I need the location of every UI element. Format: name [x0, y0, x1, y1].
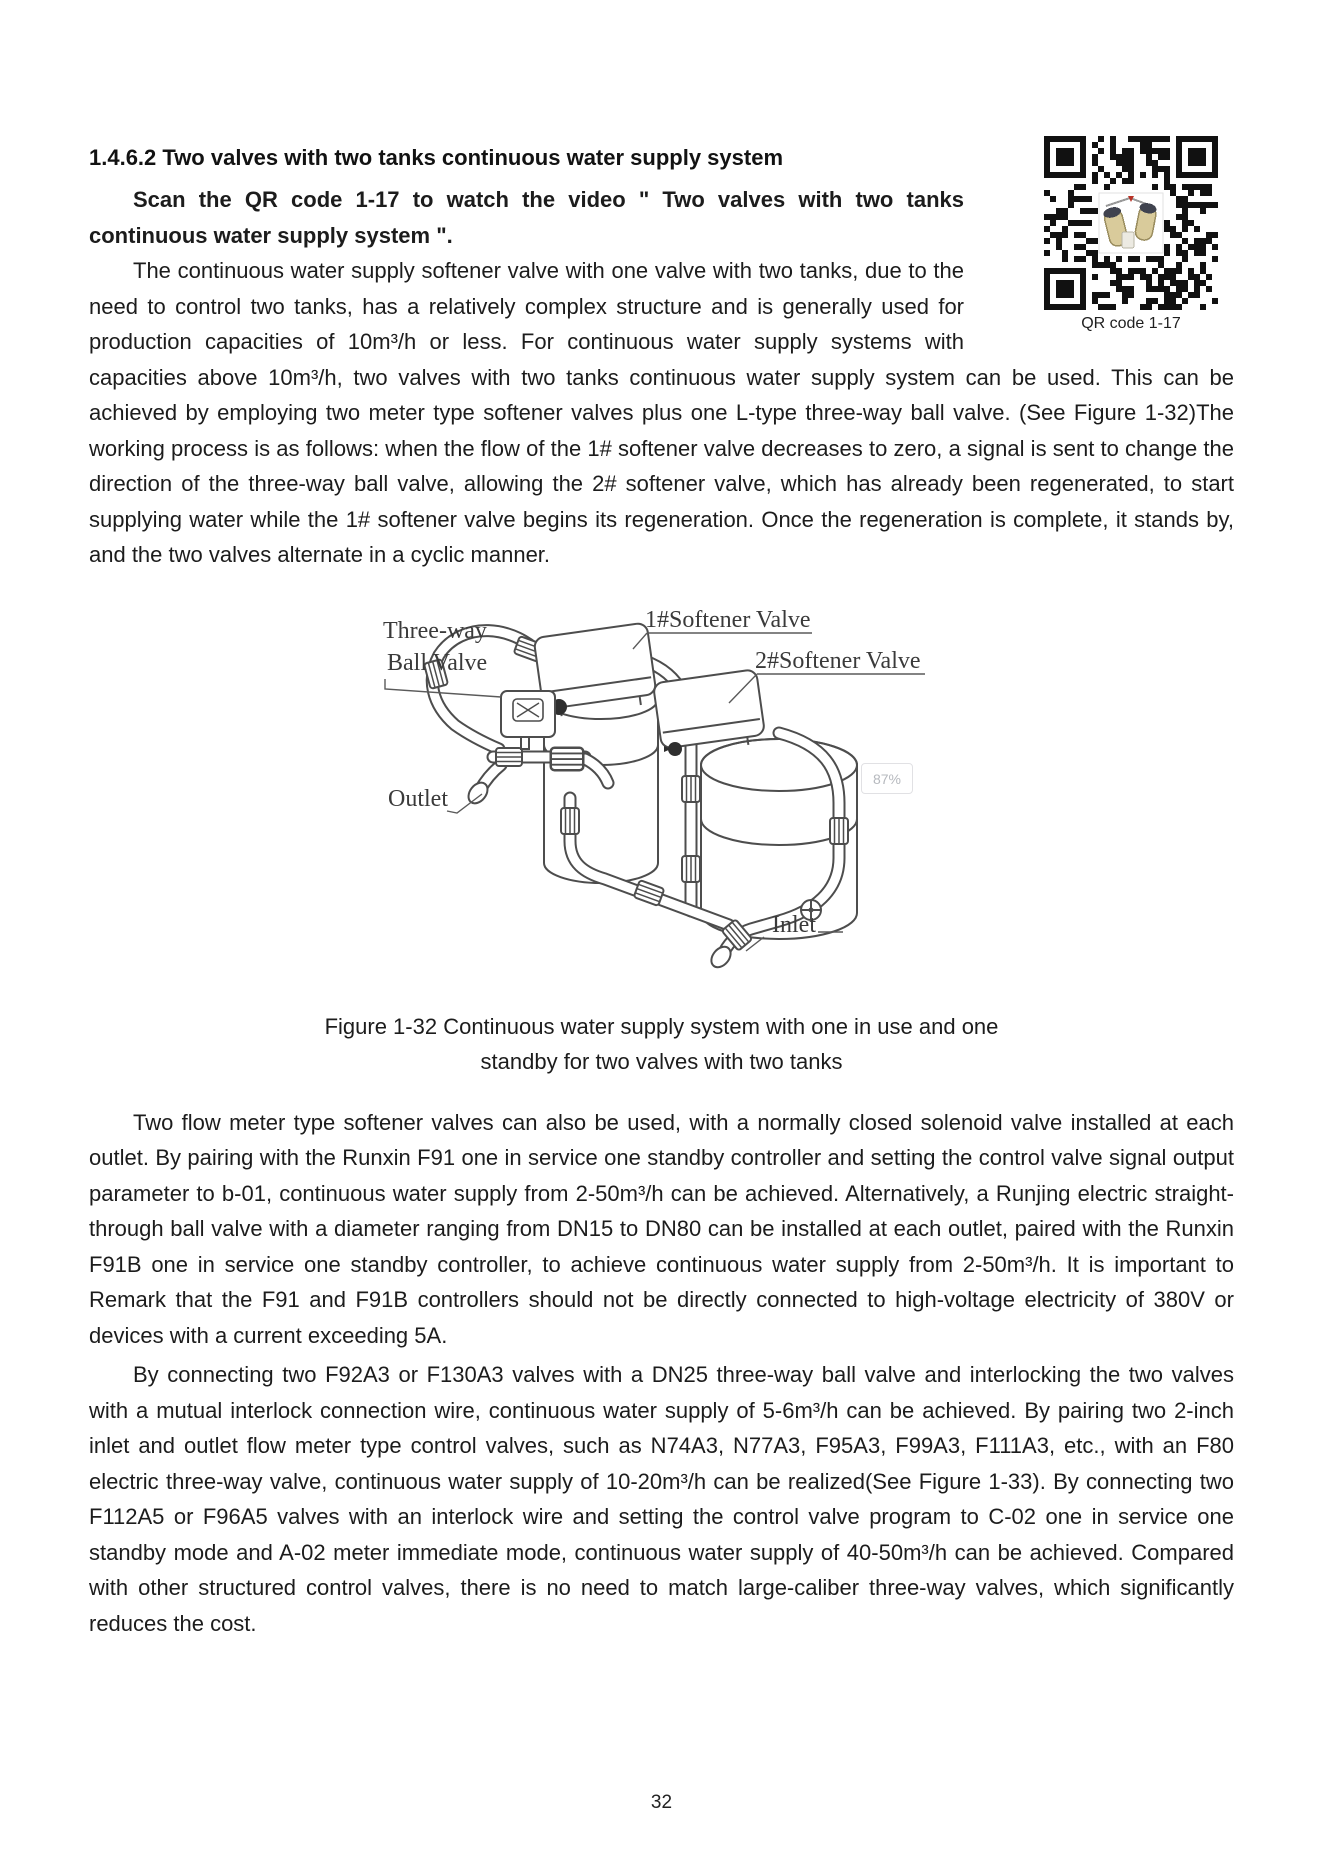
- figure-caption-line1: Figure 1-32 Continuous water supply system with one in use and one: [324, 1013, 999, 1039]
- page-number: 32: [650, 1792, 673, 1813]
- page-content: [89, 0, 1234, 1641]
- qr-inner: [1044, 136, 1218, 334]
- paragraph-flow-meter: Two flow meter type softener valves can also be used, with a normally closed solenoid valve installed at each outlet. By pairing with the Runxin F91 one in service one standby controller and setting the control valve signal output parameter to b-01, continuous water supply from 2-50m³/h can be achieved. Alternatively, a Runjing electric straight-through ball valve with a diameter ranging from DN15 to DN80 can be installed at each outlet, paired with the Runxin F91B one in service one standby controller, to achieve continuous water supply from 2-50m³/h. It is important to Remark that the F91 and F91B controllers should not be directly connected to high-voltage electricity of 380V or devices with a current exceeding 5A.: [89, 1109, 1234, 1348]
- figure-1-32: [89, 573, 1234, 1009]
- section-heading: 1.4.6.2 Two valves with two tanks continuous water supply system: [89, 145, 784, 170]
- paragraph-scan-qr: Scan the QR code 1-17 to watch the video " Two valves with two tanks continuous water supply system ".: [89, 187, 964, 248]
- label-three-way-line1: Three-way: [383, 617, 487, 644]
- qr-code-image: [1044, 136, 1218, 310]
- figure-drawing: [89, 573, 1234, 1009]
- qr-caption: QR code 1-17: [1081, 315, 1181, 332]
- paragraph-intro: The continuous water supply softener valve with one valve with two tanks, due to the need to control two tanks, has a relatively complex structure and is generally used for production capacities of 10m³/h or less. For continuous water supply systems with capacities above 10m³/h, two valves with two tanks continuous water supply system can be used. This can be achieved by employing two meter type softener valves plus one L-type three-way ball valve. (See Figure 1-32)The working process is as follows: when the flow of the 1# softener valve decreases to zero, a signal is sent to change the direction of the three-way ball valve, allowing the 2# softener valve, which has already been regenerated, to start supplying water while the 1# softener valve begins its regeneration. Once the regeneration is complete, it stands by, and the two valves alternate in a cyclic manner.: [89, 258, 1234, 567]
- three-way-ball-valve: [501, 691, 555, 749]
- label-outlet: Outlet: [388, 785, 448, 812]
- label-softener-valve-2: 2#Softener Valve: [755, 647, 921, 674]
- paragraph-connecting-valves: By connecting two F92A3 or F130A3 valves with a DN25 three-way ball valve and interlocking the two valves with a mutual interlock connection wire, continuous water supply of 5-6m³/h can be achieved. By pairing two 2-inch inlet and outlet flow meter type control valves, such as N74A3, N77A3, F95A3, F99A3, F111A3, etc., with an F80 electric three-way valve, continuous water supply of 10-20m³/h can be realized(See Figure 1-33). By connecting two F112A5 or F96A5 valves with an interlock wire and setting the control valve program to C-02 one in service one standby mode and A-02 meter immediate mode, continuous water supply of 40-50m³/h can be achieved. Compared with other structured control valves, there is no need to match large-caliber three-way valves, which significantly reduces the cost.: [89, 1362, 1234, 1636]
- qr-block: [1004, 136, 1234, 334]
- figure-caption-line2: standby for two valves with two tanks: [480, 1049, 843, 1074]
- label-three-way-line2: Ball Valve: [387, 649, 488, 676]
- zoom-level-indicator: 87%: [861, 763, 913, 794]
- label-softener-valve-1: 1#Softener Valve: [645, 606, 811, 633]
- qr-center-logo: [1099, 193, 1163, 253]
- label-inlet: Inlet: [772, 911, 816, 938]
